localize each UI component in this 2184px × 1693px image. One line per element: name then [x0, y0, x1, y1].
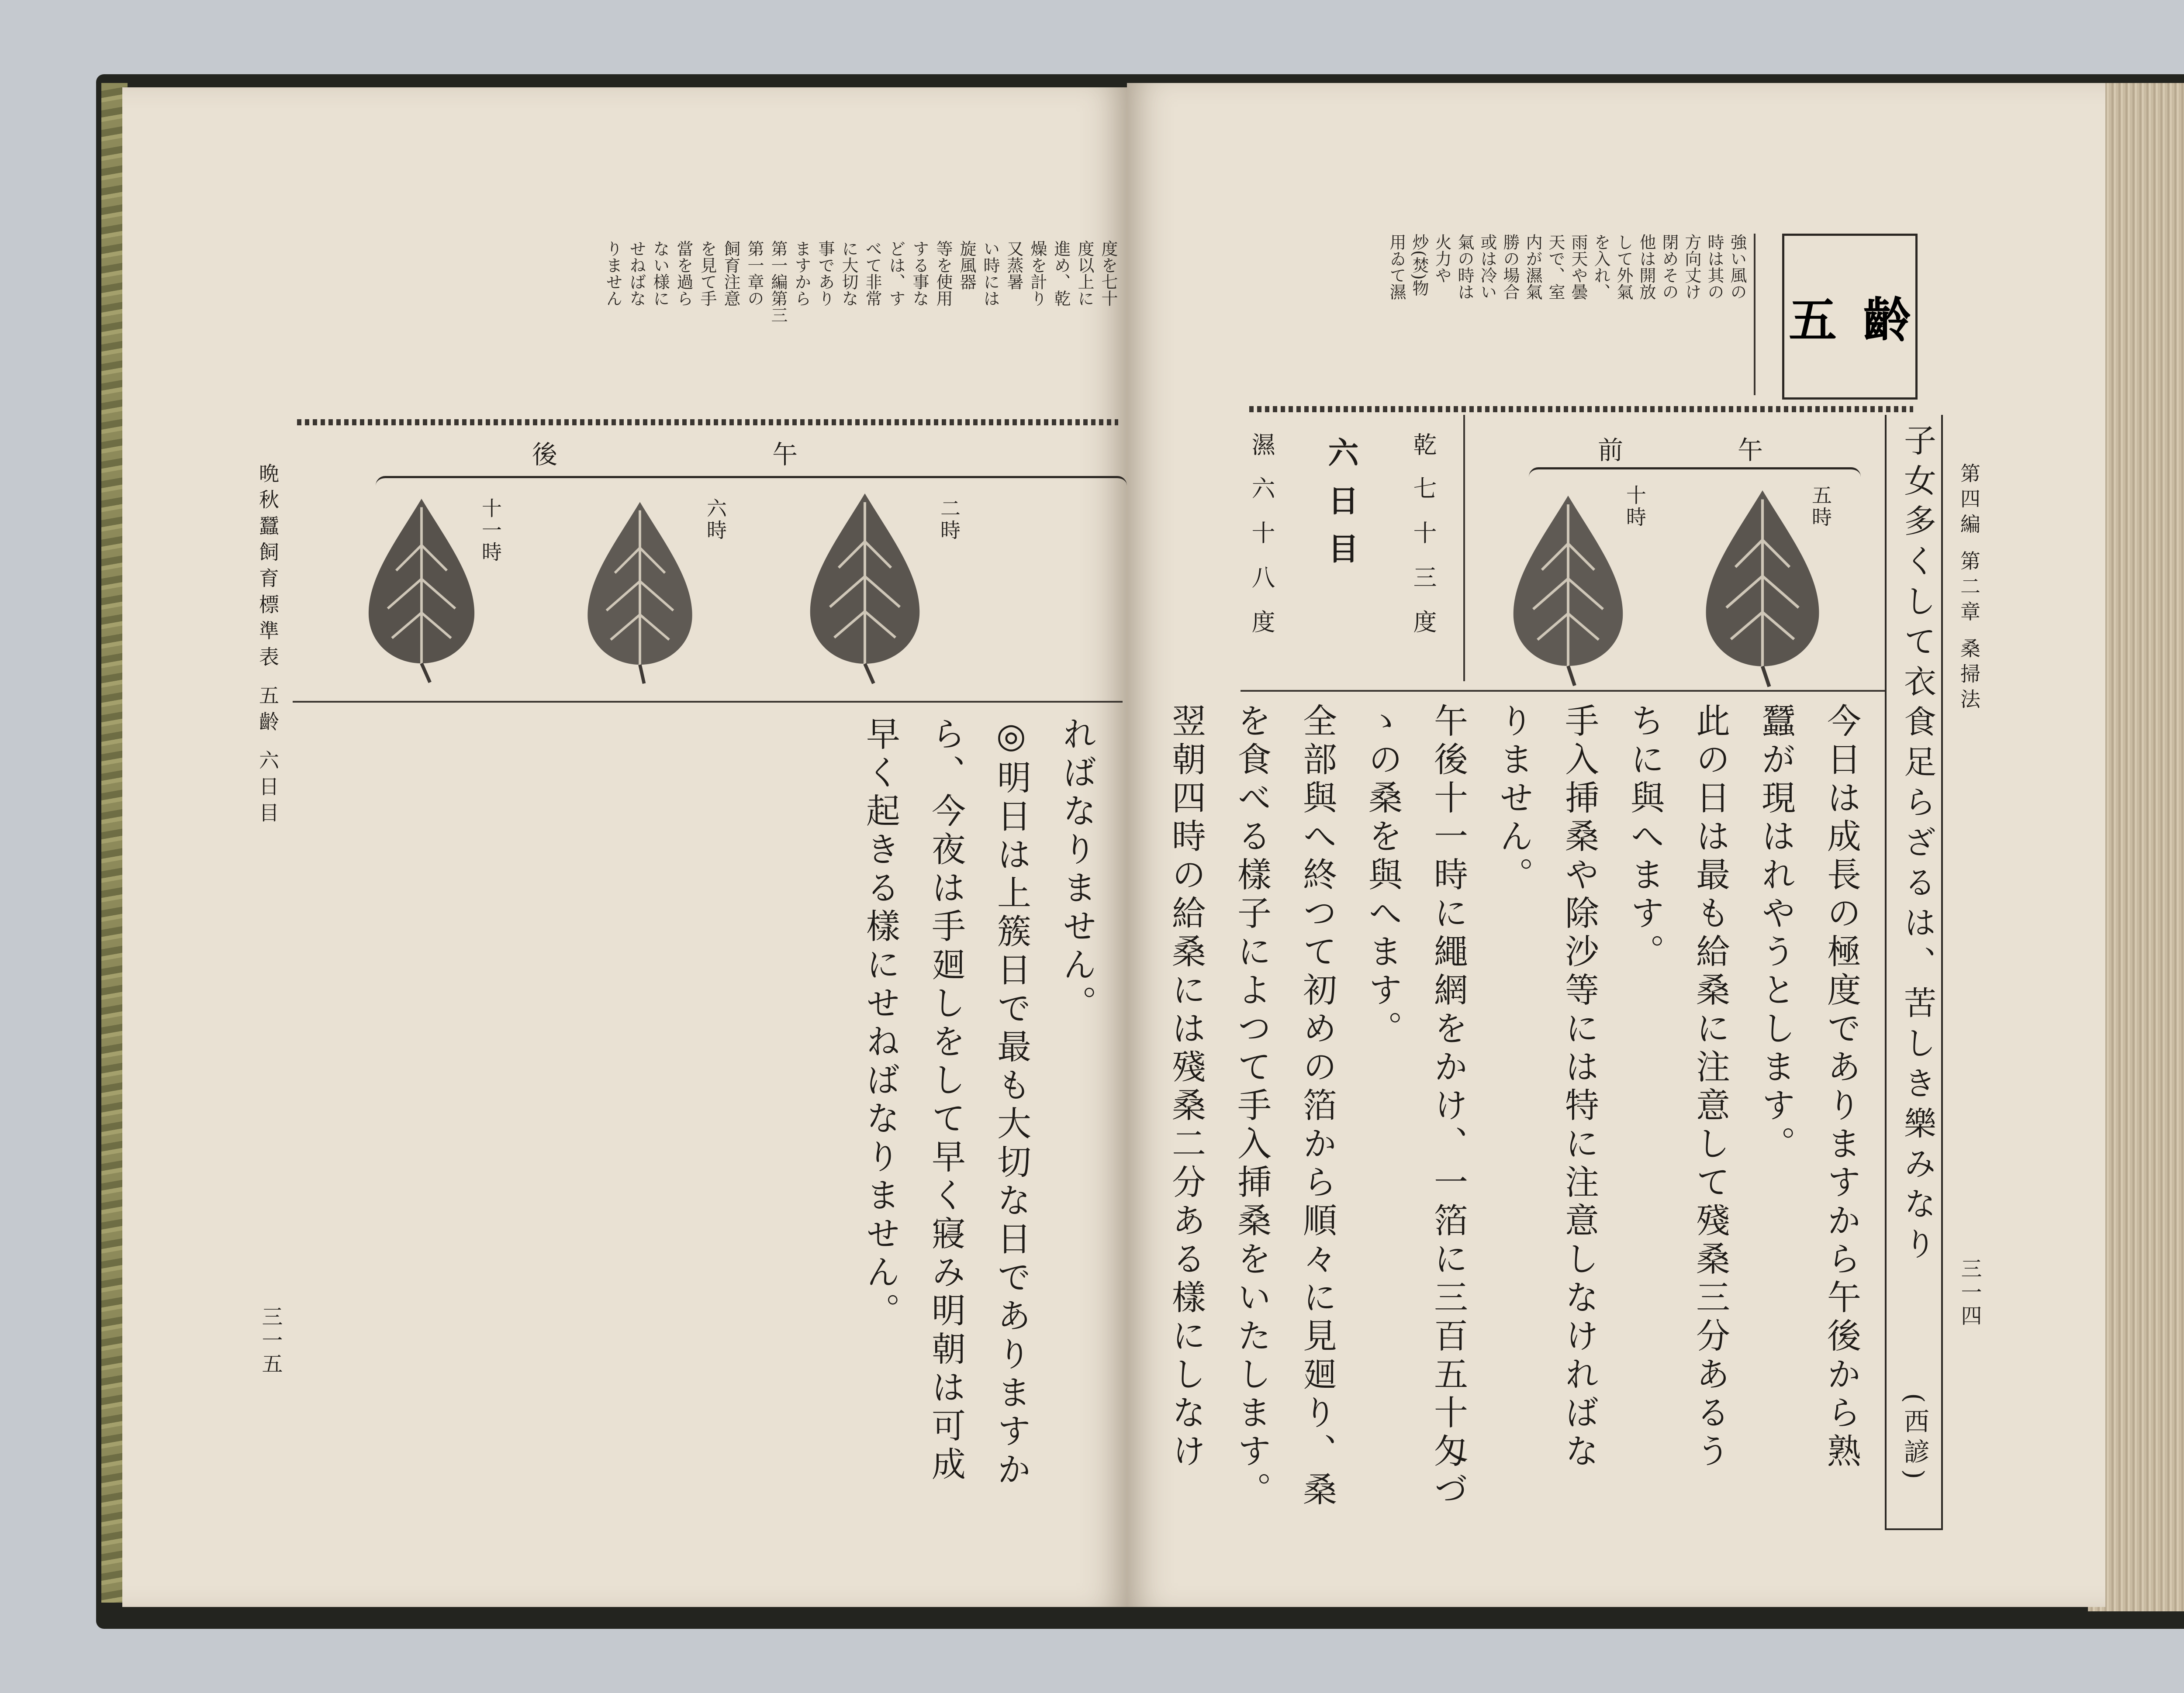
- leaf-icon: [1503, 489, 1634, 690]
- note-column: べて非常: [863, 240, 882, 307]
- note-column: 内が濕氣: [1523, 234, 1542, 300]
- wet-value: 六十八度: [1248, 476, 1275, 654]
- dry-value: 七十三度: [1410, 476, 1437, 654]
- body-column: ら、今夜は手廻しをして早く寢み明朝は可成: [926, 716, 965, 1485]
- note-column: ますから: [792, 240, 811, 307]
- note-column: 事であり: [816, 240, 835, 307]
- right-body-text: [1166, 703, 1874, 1555]
- note-column: 方向丈け: [1682, 234, 1701, 300]
- note-column: を入れ、: [1591, 234, 1610, 300]
- right-diagram-heading-left: 前: [1593, 437, 1623, 462]
- left-diagram-heading-left: 後: [528, 441, 557, 466]
- body-column: 全部與へ終つて初めの箔から順々に見廻り、桑: [1297, 703, 1337, 1510]
- note-column: 用ゐて濕: [1387, 234, 1406, 300]
- body-column: ればなりません。: [1057, 716, 1096, 1024]
- body-column: 午後十一時に繩網をかけ、一箔に三百五十匁づ: [1428, 703, 1468, 1510]
- left-running-head: 晩秋蠶飼育標準表 五齡 六日目: [256, 463, 280, 829]
- wet-label: 濕: [1248, 432, 1275, 462]
- left-time-1: 二時: [937, 498, 961, 541]
- right-page: [1127, 83, 2105, 1607]
- note-column: 度を七十: [1099, 240, 1118, 307]
- note-column: い時には: [981, 240, 1000, 307]
- proverb-text: 子女多くして衣食足らざるは、苦しき樂みなり: [1899, 424, 1936, 1267]
- left-notes-divider: [297, 419, 1118, 425]
- note-column: 炒(焚)物: [1410, 234, 1429, 297]
- leaf-icon: [799, 489, 930, 686]
- note-column: 天で、室: [1546, 234, 1565, 300]
- left-notes-block: [297, 240, 1118, 406]
- note-column: する事な: [910, 240, 929, 307]
- right-time-1: 五時: [1809, 485, 1832, 528]
- note-column: 度以上に: [1075, 240, 1094, 307]
- left-body-text: [778, 716, 1109, 1546]
- left-diagram-heading-right: 午: [768, 441, 798, 466]
- left-time-3: 十一時: [479, 498, 502, 563]
- body-column: 手入挿桑や除沙等には特に注意しなければな: [1559, 703, 1599, 1472]
- note-column: 他は開放: [1637, 234, 1656, 300]
- note-column: 飼育注意: [721, 240, 740, 307]
- body-column: を食べる樣子によつて手入挿桑をいたします。: [1232, 703, 1271, 1510]
- body-column: 早く起きる樣にせねばなりません。: [860, 716, 900, 1331]
- right-diagram-brace: [1529, 467, 1861, 480]
- note-column: 勝の場合: [1500, 234, 1520, 300]
- note-column: を見て手: [698, 240, 717, 307]
- note-column: 第一編第三: [768, 240, 788, 323]
- left-time-2: 六時: [704, 498, 727, 541]
- note-column: りません: [603, 240, 622, 307]
- section-title: 五齡: [1789, 292, 1937, 348]
- dry-label: 乾: [1410, 432, 1437, 462]
- body-column: ちに與へます。: [1625, 703, 1664, 972]
- left-diagram-brace: [376, 476, 1127, 489]
- left-diagram-bottom-rule: [293, 701, 1123, 703]
- note-column: して外氣: [1614, 234, 1633, 300]
- body-column: 蠶が現はれやうとします。: [1756, 703, 1795, 1164]
- section-title-box: [1782, 234, 1937, 400]
- body-column: ◎明日は上簇日で最も大切な日でありますか: [992, 716, 1031, 1490]
- right-notes-block: [1267, 234, 1747, 400]
- notes-box-left-rule: [1754, 234, 1755, 395]
- body-column: 此の日は最も給桑に注意して殘桑三分あるう: [1690, 703, 1730, 1472]
- note-column: 強い風の: [1728, 234, 1747, 300]
- note-column: 閉めその: [1659, 234, 1679, 300]
- right-running-head: 第四編 第二章 桑掃法: [1957, 463, 1981, 714]
- proverb-source: (西諺): [1900, 1393, 1929, 1485]
- diagram-divider-rule: [1463, 415, 1465, 681]
- leaf-icon: [577, 498, 703, 686]
- note-column: 燥を計り: [1028, 240, 1047, 307]
- right-diagram-bottom-rule: [1241, 690, 1885, 692]
- note-column: せねばな: [627, 240, 646, 307]
- left-page: [122, 87, 1127, 1607]
- note-column: に大切な: [839, 240, 858, 307]
- body-column: りません。: [1494, 703, 1533, 895]
- right-notes-divider: [1249, 406, 1913, 412]
- leaf-icon: [358, 493, 485, 686]
- body-column: 翌朝四時の給桑には殘桑二分ある樣にしなけ: [1166, 703, 1206, 1472]
- note-column: どは、す: [886, 240, 905, 307]
- note-column: 進め、乾: [1051, 240, 1071, 307]
- body-column: ゝの桑を與へます。: [1363, 703, 1402, 1049]
- leaf-icon: [1695, 485, 1830, 690]
- note-column: 第一章の: [745, 240, 764, 307]
- note-column: 或は冷い: [1478, 234, 1497, 300]
- left-page-number: 三一五: [258, 1306, 283, 1376]
- note-column: 又蒸暑: [1004, 240, 1023, 290]
- note-column: 旋風器: [957, 240, 976, 290]
- note-column: 氣の時は: [1455, 234, 1474, 300]
- note-column: ない様に: [650, 240, 670, 307]
- note-column: 當を過ら: [674, 240, 693, 307]
- proverb-box: [1885, 415, 1943, 1530]
- right-diagram-heading-right: 午: [1733, 437, 1763, 462]
- right-page-number: 三一四: [1957, 1258, 1982, 1328]
- note-column: 雨天や曇: [1569, 234, 1588, 300]
- note-column: 火力や: [1432, 234, 1451, 283]
- note-column: 等を使用: [933, 240, 953, 307]
- day-label: 六日目: [1323, 437, 1359, 581]
- right-time-2: 十時: [1623, 485, 1647, 528]
- note-column: 時は其の: [1705, 234, 1724, 300]
- body-column: 今日は成長の極度でありますから午後から熟: [1821, 703, 1861, 1472]
